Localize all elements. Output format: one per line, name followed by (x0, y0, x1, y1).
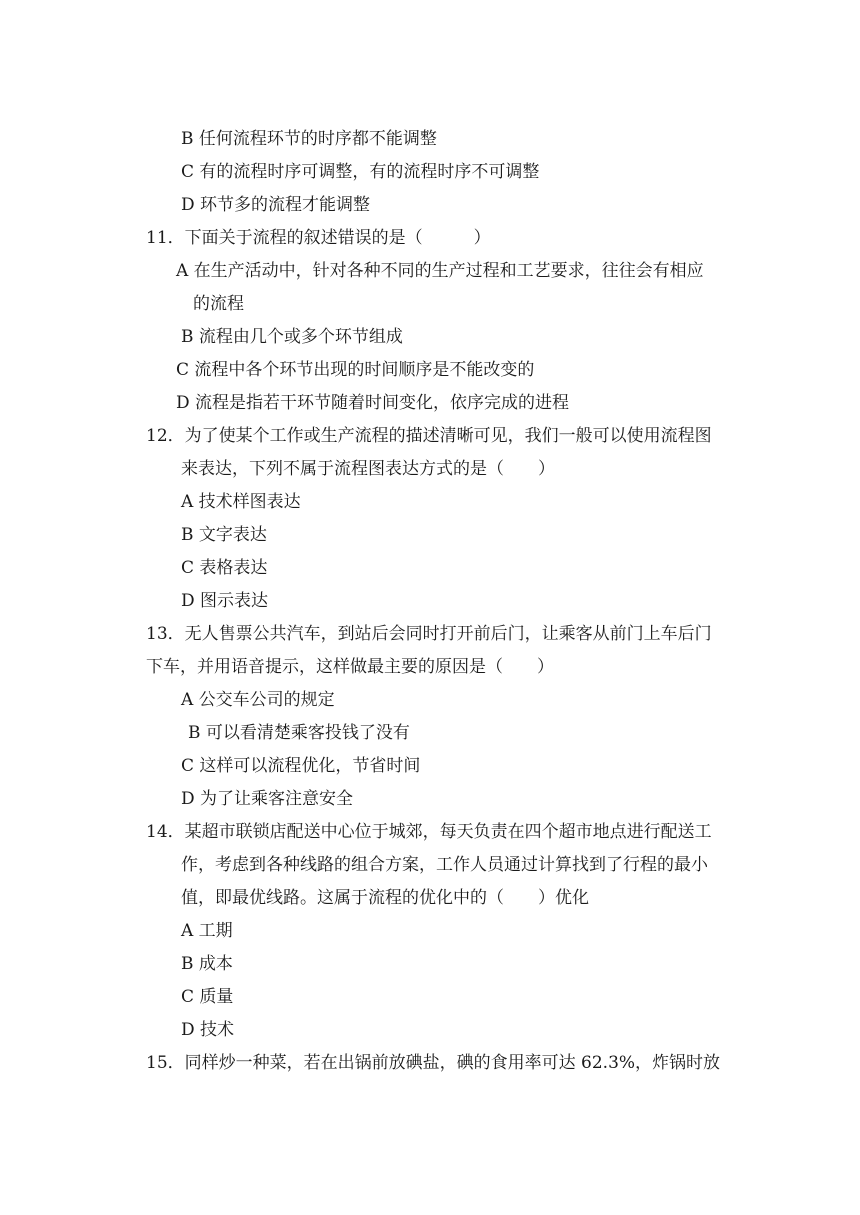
q15-stem: 15．同样炒一种菜，若在出锅前放碘盐，碘的食用率可达 62.3%，炸锅时放 (146, 1053, 721, 1073)
q12-stem: 12．为了使某个工作或生产流程的描述清晰可见，我们一般可以使用流程图 (146, 426, 712, 446)
q13-option-b: B 可以看清楚乘客投钱了没有 (188, 723, 410, 743)
q13-option-c: C 这样可以流程优化，节省时间 (181, 756, 421, 776)
q14-option-b: B 成本 (181, 954, 233, 974)
q14-option-d: D 技术 (181, 1020, 235, 1040)
q10-option-c: C 有的流程时序可调整，有的流程时序不可调整 (181, 162, 540, 182)
q11-stem: 11．下面关于流程的叙述错误的是（ ） (146, 228, 491, 248)
q14-stem-continued-1: 作，考虑到各种线路的组合方案，工作人员通过计算找到了行程的最小 (181, 855, 708, 875)
q12-option-c: C 表格表达 (181, 558, 268, 578)
q12-option-b: B 文字表达 (181, 525, 267, 545)
q11-option-a: A 在生产活动中，针对各种不同的生产过程和工艺要求，往往会有相应 (176, 261, 704, 281)
q13-option-d: D 为了让乘客注意安全 (181, 789, 354, 809)
q14-stem-continued-2: 值，即最优线路。这属于流程的优化中的（ ）优化 (181, 888, 589, 908)
q11-option-c: C 流程中各个环节出现的时间顺序是不能改变的 (176, 360, 535, 380)
q12-option-d: D 图示表达 (181, 591, 269, 611)
q13-stem: 13．无人售票公共汽车，到站后会同时打开前后门，让乘客从前门上车后门 (146, 624, 712, 644)
q11-option-b: B 流程由几个或多个环节组成 (181, 327, 403, 347)
q14-option-c: C 质量 (181, 987, 234, 1007)
q12-stem-continued: 来表达，下列不属于流程图表达方式的是（ ） (181, 459, 555, 479)
q10-option-b: B 任何流程环节的时序都不能调整 (181, 129, 437, 149)
q12-option-a: A 技术样图表达 (181, 492, 301, 512)
q10-option-d: D 环节多的流程才能调整 (181, 195, 371, 215)
q11-option-a-continued: 的流程 (193, 294, 244, 314)
q14-option-a: A 工期 (181, 921, 233, 941)
q14-stem: 14．某超市联锁店配送中心位于城郊，每天负责在四个超市地点进行配送工 (146, 822, 712, 842)
q13-stem-continued: 下车，并用语音提示，这样做最主要的原因是（ ） (146, 657, 554, 677)
q11-option-d: D 流程是指若干环节随着时间变化，依序完成的进程 (176, 393, 570, 413)
q13-option-a: A 公交车公司的规定 (181, 690, 335, 710)
